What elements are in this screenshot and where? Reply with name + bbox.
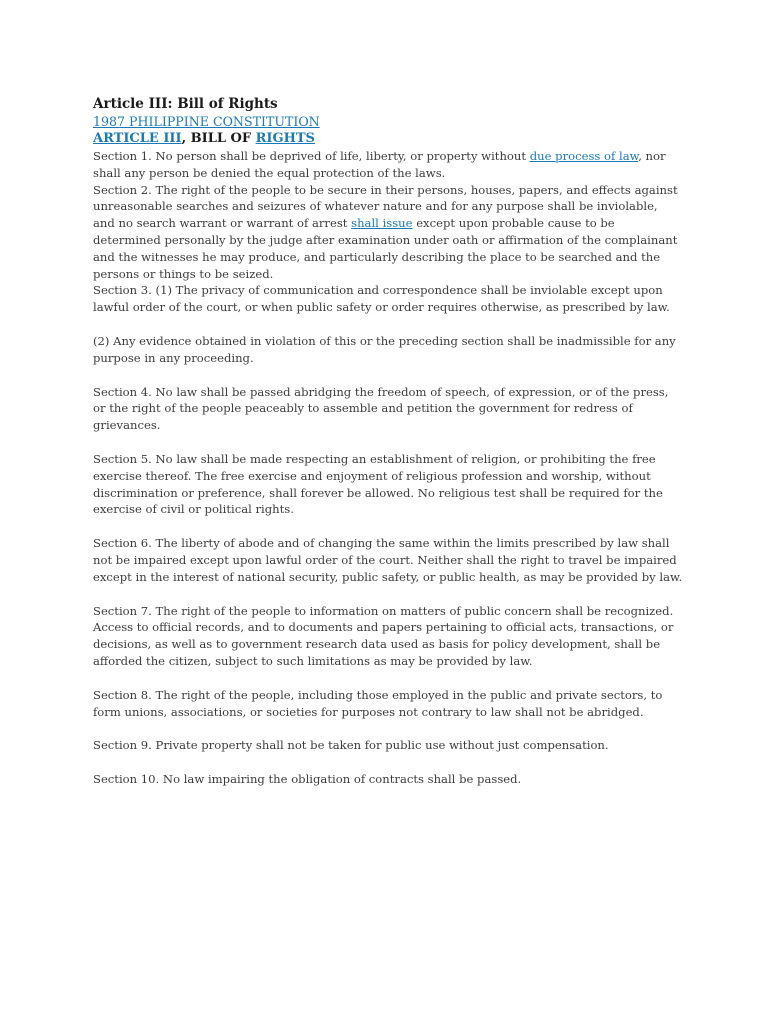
section-2-pre: Section 2. The right of the people to be secure in their persons, houses, papers, and effects against unreasonable searches and seizures of whatever nature and for any purpose shall be inviolable, and no search warrant or warrant of arrest (93, 182, 678, 231)
section-1-pre: Section 1. No person shall be deprived of life, liberty, or property without (93, 149, 530, 163)
section-4: Section 4. No law shall be passed abridging the freedom of speech, of expression, or of the press, or the right of the people peaceably to assemble and petition the government for redress of grievances. (93, 384, 669, 433)
document-title: Article III: Bill of Rights (93, 96, 278, 112)
rights-link[interactable]: RIGHTS (255, 131, 315, 146)
section-6: Section 6. The liberty of abode and of changing the same within the limits prescribed by law shall not be impaired except upon lawful order of the court. Neither shall the right to travel be impaired except in the interest of national security, public safety, or public health, as may be provided by law. (93, 536, 683, 584)
due-process-link[interactable]: due process of law (529, 149, 639, 163)
document-content (93, 95, 683, 788)
section-3-2: (2) Any evidence obtained in violation of this or the preceding section shall be inadmissible for any purpose in any proceeding. (93, 333, 676, 365)
article-heading-sep: , BILL OF (181, 131, 256, 146)
section-7: Section 7. The right of the people to information on matters of public concern shall be recognized. Access to official records, and to documents and papers pertaining to official acts, transactions, or decisions, as well as to government research data used as basis for policy development, shall be afforded the citizen, subject to such limitations as may be provided by law. (93, 603, 674, 668)
section-2-post: except upon probable cause to be determined personally by the judge after examination under oath or affirmation of the complainant and the witnesses he may produce, and particularly describing the place to be searched and the persons or things to be seized. (93, 216, 678, 281)
subtitle-line (93, 113, 683, 130)
section-1-post: , nor shall any person be denied the equal protection of the laws. (93, 149, 666, 180)
shall-issue-link[interactable]: shall issue (351, 216, 413, 231)
article-heading (93, 130, 683, 148)
section-10: Section 10. No law impairing the obligation of contracts shall be passed. (93, 772, 522, 787)
section-1 (93, 148, 683, 182)
article-iii-link[interactable]: ARTICLE III (93, 131, 182, 146)
section-3: Section 3. (1) The privacy of communication and correspondence shall be inviolable except upon lawful order of the court, or when public safety or order requires otherwise, as prescribed by law. (93, 283, 670, 315)
section-5: Section 5. No law shall be made respecting an establishment of religion, or prohibiting the free exercise thereof. The free exercise and enjoyment of religious profession and worship, without discrimination or preference, shall forever be allowed. No religious test shall be required for the exercise of civil or political rights. (93, 451, 663, 517)
section-8: Section 8. The right of the people, including those employed in the public and private sectors, to form unions, associations, or societies for purposes not contrary to law shall not be abridged. (93, 687, 663, 719)
constitution-link[interactable]: 1987 PHILIPPINE CONSTITUTION (93, 114, 320, 129)
section-9: Section 9. Private property shall not be taken for public use without just compensation. (93, 738, 609, 753)
section-2 (93, 182, 683, 283)
